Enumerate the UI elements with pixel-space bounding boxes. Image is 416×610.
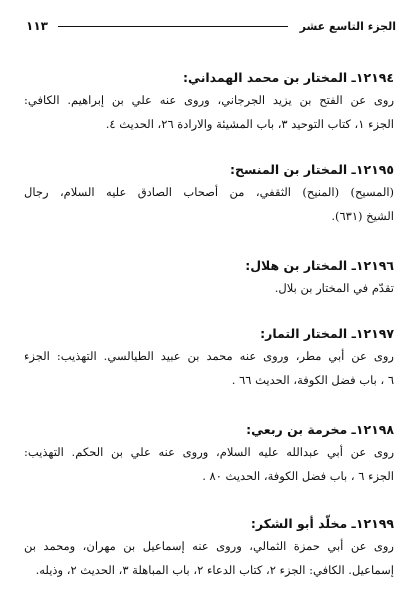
entry-line: (المسيح) (المنيح) الثقفي، من أصحاب الصادق عليه السلام، رجال (24, 185, 394, 199)
entry-line: الجزء ٦ ، باب فضل الكوفة، الحديث ٨٠ . (202, 469, 394, 483)
entry-title: ١٢١٩٨ـ مخرمة بن ربعي: (246, 422, 394, 437)
entry-line: تقدّم في المختار بن بلال. (274, 281, 394, 295)
entry-body (24, 276, 394, 300)
entry-line: روى عن الفتح بن يزيد الجرجاني، وروى عنه علي بن إبراهيم. الكافي: (24, 93, 394, 107)
entry-body (24, 88, 394, 136)
entry-12199 (24, 514, 394, 582)
entry-line: الجزء ١، كتاب التوحيد ٣، باب المشيئة والارادة ٢٦، الحديث ٤. (105, 117, 394, 131)
header-rule (58, 26, 288, 27)
entry-12196 (24, 256, 394, 300)
entry-body (24, 440, 394, 488)
entry-line: الشيخ (٦٣١). (331, 209, 394, 223)
entry-title: ١٢١٩٦ـ المختار بن هلال: (245, 258, 394, 273)
running-title: الجزء التاسع عشر (299, 19, 396, 33)
entry-line: روى عن أبي عبدالله عليه السلام، وروى عنه علي بن الحكم. التهذيب: (24, 445, 394, 459)
entry-12198 (24, 420, 394, 488)
page-header (26, 16, 396, 36)
entry-body (24, 344, 394, 392)
entry-12194 (24, 68, 394, 136)
entry-line: ٦ ، باب فضل الكوفة، الحديث ٦٦ . (231, 373, 394, 387)
entry-line: روى عن أبي مطر، وروى عنه محمد بن عبيد الطيالسي. التهذيب: الجزء (24, 349, 394, 363)
entry-body (24, 180, 394, 228)
entry-title: ١٢١٩٥ـ المختار بن المنسح: (230, 162, 394, 177)
entry-line: إسماعيل. الكافي: الجزء ٢، كتاب الدعاء ٢، باب المباهلة ٣، الحديث ٢، وذيله. (35, 563, 394, 577)
entry-12197 (24, 324, 394, 392)
entry-line: روى عن أبي حمزة الثمالي، وروى عنه إسماعيل بن مهران، ومحمد بن (24, 539, 394, 553)
entry-title: ١٢١٩٧ـ المختار التمار: (260, 326, 394, 341)
entry-title: ١٢١٩٩ـ مخلّد أبو الشكر: (250, 516, 394, 531)
page-number: ١١٣ (26, 19, 48, 33)
entry-12195 (24, 160, 394, 228)
entry-body (24, 534, 394, 582)
entry-title: ١٢١٩٤ـ المختار بن محمد الهمداني: (183, 70, 394, 85)
